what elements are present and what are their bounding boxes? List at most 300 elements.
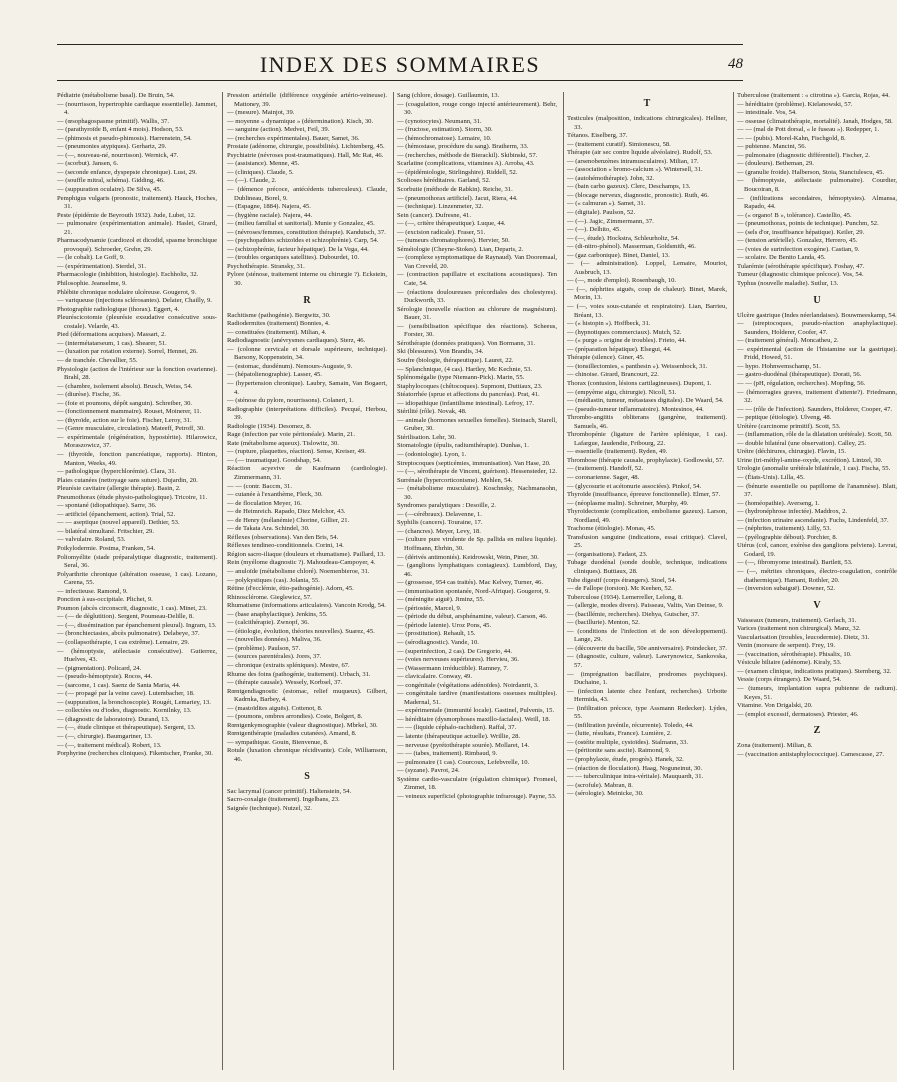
index-entry: Réflexes tendineo-conditionnels. Corini, 14. [227, 542, 344, 550]
index-entry: — (homéopathie). Averseng, 1. [737, 499, 820, 507]
index-entry: — (contraction papillaire et excitations acoustiques). Ten Cate, 54. [397, 271, 557, 288]
index-entry: — (— administration). Loppel, Lemaire, Mouriot, Ausbruch, 13. [567, 260, 727, 276]
index-entry: — (—, dissémination par épanchement pleural). Ingram, 13. [57, 621, 217, 629]
index-entry: — (—). Jagic, Zimmermann, 37. [567, 217, 654, 225]
index-entry: — (rupture, plaquettes, réaction). Sense, Kreiser, 49. [227, 448, 366, 456]
index-entry: — (hydronéphrose infectée). Maddrox, 2. [737, 508, 848, 516]
index-entry: — anuloïde (métabolisme chloré). Noemenbieroe, 31. [227, 567, 370, 575]
section-letter: Z [813, 725, 821, 737]
index-entry: — pulmonaire (1 cas). Courcoux, Lefebvrelle, 10. [397, 758, 530, 766]
index-entry: Réaction acyevive de Kaufmann (cardiologie). Zimmermann, 31. [227, 465, 387, 481]
index-entry: — (problème). Paulson, 57. [227, 644, 301, 652]
index-entry: — infectieuse. Ramond, 9. [57, 587, 128, 595]
index-entry: Rachitisme (pathogénie). Bergwitz, 30. [227, 311, 331, 319]
section-letter: S [304, 770, 310, 782]
index-entry: Tubage duodénal (sonde double, technique, indications cliniques). Buttiaux, 28. [567, 559, 727, 575]
index-entry: — (période du début, arsphénamine, valeur). Carson, 46. [397, 613, 548, 621]
index-entry: — (—). Claude, 2. [227, 177, 277, 185]
index-entry: Rage (infection par voie péritonéale). Marin, 21. [227, 431, 355, 439]
index-entry: — (pseudo-tumeur inflammatoire). Montesinos, 44. [567, 405, 704, 413]
index-entry: — collectées ou d'iodes, diagnostic. Kornilnky, 13. [57, 707, 192, 715]
index-entry: — (hémoptysie, atélectasie consécutive). Gutierrez, Huelves, 43. [57, 647, 217, 664]
index-entry: — nerveuse (pyrétothérapie sourée). Mollaret, 14. [397, 741, 530, 749]
index-entry: — (complexe symptomatique de Raynaud). Van Dooremaal, Van Creveld, 20. [397, 254, 557, 270]
index-entry: — (suppuration, la bronchoscopie). Rougét, Lemariey, 13. [57, 698, 211, 706]
index-entry: — de floculation Meyer, 16. [227, 499, 302, 507]
index-entry: Système cardio-vasculaire (régulation chimique). Fromeel, Zimmet, 18. [397, 775, 557, 792]
index-entry: Scorbutie (méthode de Rabkin). Reiche, 31. [397, 186, 513, 194]
index-entry: Thrombo-angiitis obliterans (gangrène, traitement). Samuels, 46. [567, 414, 727, 430]
index-entry: Prostate (adénome, chirurgie, possibilités). Lichtenberg, 45. [227, 143, 385, 151]
index-entry: — (conditions de l'infection et de son développement). Lange, 29. [567, 627, 727, 644]
index-entry: Scolioses héréditaires. Garland, 52. [397, 177, 491, 185]
index-entry: — (pyélographie débout). Porchier, 8. [737, 533, 838, 541]
index-entry: — (base anaphylactique). Jenkins, 55. [227, 610, 328, 618]
index-entry: — (« calmuran »). Samet, 31. [567, 200, 646, 208]
index-entry: — (technique). Linzenmeier, 32. [397, 203, 484, 211]
index-entry: Thyroïde (insuffisance, épreuve fonctionnelle). Elmer, 57. [567, 491, 721, 499]
index-entry: — (fonctionnement mammaire). Rouset, Moinerer, 11. [57, 408, 202, 416]
index-entry: Transfusion sanguine (indications, essai critique). Clavel, 25. [567, 533, 727, 550]
index-entry: Rhume des foins (pathogénie, traitement). Urbach, 31. [227, 670, 371, 678]
index-entry: — — aseptique (nouvel appareil). Dethier, 53. [57, 519, 180, 527]
index-entry: — pubienne. Mancini, 56. [737, 143, 807, 151]
index-entry: — (voies nerveuses supérieures). Hervieu, 36. [397, 656, 519, 664]
index-entry: Région sacro-iliaque (douleurs et rhumatisme). Paillard, 13. [227, 550, 386, 558]
index-entry: — (découverte du bacille, 50e anniversaire). Poindecker, 37. [567, 644, 727, 652]
index-entry: Psychothérapie. Stransky, 31. [227, 262, 305, 270]
index-entry: Syphilis (cancers). Touraine, 17. [397, 519, 483, 527]
index-entry: — de Henry (mélanémie) Chorine, Gillier, 21. [227, 516, 350, 524]
index-entry: — (intermétatarseum, 1 cas). Shearer, 51. [57, 339, 167, 347]
index-entry: — (démence précoce, antécédents tuberculeux). Claude, Dublineau, Borel, 9. [227, 186, 387, 202]
index-entry: — (luxation par rotation externe). Sorrel, Hennet, 26. [57, 348, 198, 356]
index-entry: — (schizophrénie, facteur hépatique). De la Vega, 44. [227, 245, 369, 253]
index-entry: — (—, sérothérapie de Vincent, guérison). Hessensteder, 12. [397, 468, 557, 476]
index-entry: — (sténose du pylore, nourrissons). Colaneri, 1. [227, 397, 354, 405]
index-entry: — (hypertension chronique). Laubry, Samain, Van Bogaert, 4. [227, 379, 387, 396]
index-entry: Sérologie (nouvelle réaction au chlorure de magnésium). Bauer, 31. [397, 305, 557, 322]
index-entry: — (mesure). Mainjot, 39. [227, 109, 295, 117]
index-entry: Ponction à sus-occipitale. Plichet, 9. [57, 596, 153, 604]
index-entry: Rhumatisme (informations articulaires). Vancoin Krodg, 54. [227, 602, 386, 610]
index-entry: — (bain carbo gazeux). Clerc, Deschamps, 13. [567, 183, 691, 191]
index-entry: Pied (déformations acquises). Massart, 2. [57, 331, 166, 339]
index-entry: Utérus (col, cancer, exérèse des ganglions pelviens). Levrat, Godard, 19. [737, 542, 897, 558]
index-entry: Tétanos. Eiselberg, 37. [567, 132, 628, 140]
index-entry: Pression artérielle (différence oxygénée artério-veineuse). Mattoney, 39. [227, 92, 387, 108]
index-entry: — héréditaire (dysmorphoses maxillo-faciales). Weill, 18. [397, 715, 551, 723]
index-entry: — congénitale tardive (manifestations osseuses multiples). Madernal, 51. [397, 690, 557, 706]
index-entry: Staphylocoques (chêtocoques). Supmont, Duttiaux, 23. [397, 382, 543, 390]
index-entry: — (odontologie). Lyon, 1. [397, 450, 467, 458]
index-entry: — sympathique. Gouin, Bienvenue, 8. [227, 738, 329, 746]
index-entry: — (traitement curatif). Simionescu, 58. [567, 140, 671, 148]
index-entry: — (traitement). Handoff, 52. [567, 465, 644, 473]
index-entry: — cutanée à l'exanthème, Fleck, 30. [227, 491, 323, 499]
index-entry: — (recherches expérimentales). Bauer, Samet, 36. [227, 134, 360, 142]
index-entry: Thrombopénie (ligature de l'artère splénique, 1 cas). Lafargue, Jaudendie, Fribourg, 22. [567, 431, 727, 447]
index-entry: — (« organo! B », tolérance). Castellio, 45. [737, 211, 852, 219]
index-entry: Sein (cancer). Dufresne, 41. [397, 211, 471, 219]
index-entry: — (streptocoques, pseudo-réaction anaphylactique). Saunders, Holderer, Coofer, 47. [737, 320, 897, 336]
index-entry: — (immunisation spontanée, Nord-Afrique). Gougerot, 9. [397, 587, 550, 595]
index-entry: Trachome (étiologie). Monas, 45. [567, 525, 656, 533]
index-entry: Séméiologie (Cheyne-Stokes). Lian, Deparis, 2. [397, 245, 524, 253]
index-entry: — (bénurie essentielle ou papillome de l'anamnèse). Blatt, 37. [737, 482, 897, 499]
index-entry: — (cynotocytes). Neumann, 31. [397, 117, 482, 125]
index-entry: — (douleurs). Betheman, 29. [737, 160, 814, 168]
index-entry: Sacro-coxalgie (traitement). Ingelbans, 23. [227, 796, 340, 804]
index-entry: Rœntgenthérapie (maladies cutanées). Amand, 8. [227, 730, 357, 738]
index-entry: Pleuréscicotomie (pleurésie exsudative consécutive sous-costale). Velarde, 43. [57, 314, 217, 330]
index-entry: — (néphrites, traitement). Lilly, 53. [737, 525, 832, 533]
index-entry: Psychiatrie (névroses post-traumatiques). Hall, Mc Rat, 46. [227, 151, 384, 159]
index-entry: — constituées (traitement). Milian, 4. [227, 328, 327, 336]
index-entry: — (syzane). Pavrot, 24. [397, 767, 460, 775]
top-rule [57, 44, 743, 45]
index-entry: — (sensibilisation spécifique des réactions). Scheeus, Forster, 30. [397, 322, 557, 339]
index-column-5 [737, 92, 897, 1072]
index-entry: Vaisseaux (tumeurs, traitement). Gerlach, 31. [737, 616, 857, 624]
index-entry: — spontané (idiopathique). Sarre, 36. [57, 502, 157, 510]
index-entry: — (Espagne, 1884). Najera, 45. [227, 203, 311, 211]
index-entry: — congénitale (végétations adénoïdes). Noirdanrit, 3. [397, 681, 539, 689]
index-entry: — (troubles organiques satellites). Dubourdet, 10. [227, 254, 360, 262]
index-entry: — (préparation hépatique). Elsegui, 44. [567, 345, 672, 353]
index-entry: — valvulaire. Roland, 53. [57, 536, 126, 544]
index-entry: — (grossesse, 954 cas traités). Mac Kelvey, Turner, 46. [397, 579, 543, 587]
index-entry: Scarlatine (complications, vitamines A). Arroba, 43. [397, 160, 535, 168]
index-entry: — — tuberculinique intra-véritale). Mauquardt, 31. [567, 773, 704, 781]
index-entry: Rhinosclérome. Gieglewicz, 57. [227, 593, 312, 601]
index-entry: — double bilatéral (une observation). Calley, 25. [737, 439, 867, 447]
index-entry: — (imprégnation bacillaire, prodromes psychiques). Duchaine, 1. [567, 670, 727, 687]
index-entry: — — (tabes, traitement). Rimbaud, 9. [397, 750, 498, 758]
index-entry: — — (mal de Pott dorsal, « le fuseau »). Redepper, 1. [737, 126, 880, 134]
index-entry: — (arsenobenzènes intramusculaires). Milian, 17. [567, 157, 699, 165]
index-entry: Sérothérapie (données pratiques). Von Bormann, 31. [397, 339, 536, 347]
index-entry: — animale (hormones sexuelles femelles). Steinach, Starell, Gruber, 30. [397, 416, 557, 433]
index-entry: — (inversion subaiguë). Downer, 52. [737, 585, 836, 593]
index-entry: — veineux superficiel (photographie infrarouge). Payne, 53. [397, 792, 557, 800]
index-entry: Polyarthrite chronique (altération osseuse, 1 cas). Lozano, Carena, 55. [57, 570, 217, 587]
index-entry: — (excision radicale). Fraser, 51. [397, 228, 486, 236]
index-entry: Pharmacologie (inhibition, histologie). Eschholtz, 32. [57, 271, 199, 279]
index-entry: — (phimosis et pseudo-phimosis). Harrenstein, 54. [57, 134, 192, 142]
index-entry: — (nouvelles données). Maliva, 36. [227, 636, 322, 644]
index-entry: — (foie et poumons, dépôt sanguin). Schreiber, 30. [57, 399, 193, 407]
index-entry: Pemphigus vulgaris (pronostic, traitement). Hauck, Hoches, 31. [57, 194, 217, 211]
index-entry: — (réactions douloureuses précordiales des cholestyres). Duckworth, 33. [397, 288, 557, 305]
index-entry: — (blocage nerveux, diagnostic, pronostic). Ruth, 46. [567, 191, 709, 199]
index-entry: — de tranchée. Chevallier, 55. [57, 356, 138, 364]
index-entry: — (dérivés antimoniés). Keidrowski, Wein, Piner, 30. [397, 553, 539, 561]
index-entry: — (empyème aigu, chirurgie). Nicoll, 51. [567, 388, 677, 396]
index-entry: — (di-nitro-phénol). Masserman, Goldsmith, 46. [567, 243, 696, 251]
index-entry: — (sources parentérales). Jores, 37. [227, 653, 322, 661]
index-entry: — (—). Delhito, 45. [567, 226, 621, 234]
index-entry: — (—, étude). Hockstra, Schleurholtz, 54. [567, 234, 680, 242]
index-entry: Thrombose (thérapie causale, prophylaxie). Godlowski, 57. [567, 456, 724, 464]
section-letter: R [303, 294, 311, 306]
index-entry: — (lutte, résultats, France). Lumière, 2. [567, 730, 672, 738]
index-entry: — (chambre, isolement absolu). Brusch, Weiss, 54. [57, 382, 193, 390]
page-title: INDEX DES SOMMAIRES [259, 52, 541, 77]
index-entry: — (seconde enfance, dyspepsie chronique). Lust, 29. [57, 168, 197, 176]
index-entry: — (périostée, Marcel, 9. [397, 604, 462, 612]
index-entry: — (prophylaxie, étude, progrès). Hanek, 32. [567, 756, 684, 764]
index-entry: — (infiltration précoce, type Assmann Redecker). Lýdes, 55. [567, 704, 727, 721]
column-divider [563, 92, 564, 1070]
index-entry: Stomatologie (épulis, radiumthérapie). Dunhas, 1. [397, 442, 529, 450]
index-entry: Urologie (anomalie urétérale bilatérale, 1 cas). Fischa, 55. [737, 465, 891, 473]
index-entry: Saignée (technique). Nutzel, 32. [227, 804, 312, 812]
index-column-3 [397, 92, 557, 1072]
index-entry: — (—, critère thérapeutique). Luque, 44. [397, 220, 506, 228]
index-entry: — (tumeurs chromatophores). Hervier, 50. [397, 237, 510, 245]
index-entry: Tuberculose (1934). Lemerreller, Lelong, 8. [567, 593, 683, 601]
index-entry: — (—, fibromyome intestinal). Bartlett, 53. [737, 559, 853, 567]
index-entry: Stérilité (rôle). Novak, 48. [397, 408, 467, 416]
index-entry: — (collapsothérapie, 1 cas extrême). Lemaire, 29. [57, 639, 190, 646]
index-entry: — gastro-duodénal (thérapeutique). Dorati, 56. [737, 371, 862, 379]
index-entry: — de Heimreich. Rapado, Diez Melchor, 43. [227, 508, 346, 516]
index-entry: — (hémorragies graves, traitement d'attente?). Friedmann, 32. [737, 388, 897, 405]
index-entry: Philosophie. Jeanselme, 9. [57, 280, 127, 288]
index-entry: Pylore (sténose, traitement interne ou chirurgie ?). Eckstein, 30. [227, 271, 387, 288]
index-entry: — (pneumothorax, points de technique). Punchm, 52. [737, 220, 879, 228]
index-entry: — (œsophagospasme primitif). Wallis, 37. [57, 117, 169, 125]
index-entry: — (association « bromo-calcium »). Wintersell, 31. [567, 166, 703, 174]
index-entry: — (thyroïde, fonction pancréatique, rapports). Hinton, Manton, Weeks, 49. [57, 450, 217, 467]
index-entry: — (sels d'or, insuffisance hépatique). Keiler, 29. [737, 228, 865, 236]
index-columns [57, 92, 897, 1074]
index-entry: Poikylodermie. Postma, Franken, 54. [57, 544, 155, 552]
index-entry: — expérimentale (immunité locale). Gastinel, Pulvenis, 15. [397, 707, 555, 715]
index-entry: — (scorbut). Jansen, 6. [57, 160, 119, 168]
index-entry: — (pneumothorax artificiel). Jacut, Riera, 44. [397, 194, 518, 202]
index-entry: — (fructose, estimation). Storm, 30. [397, 126, 493, 134]
index-entry: — (États-Unis). Lilla, 45. [737, 473, 805, 481]
index-entry: Pneumothorax (étude physio-pathologique). Tricoire, 11. [57, 493, 208, 501]
index-entry: Rœntgendiagnostic (estomac, relief muqueux). Gilbert, Kadrnka, Barbey, 4. [227, 687, 387, 704]
index-entry: — (cliniques). Claude, 5. [227, 168, 294, 176]
index-entry: — osseuse (climatothérapie, mortalité). Janah, Hodges, 58. [737, 117, 893, 125]
index-entry: — (diagnostic, culture, valeur). Lawrynowicz, Sankovska, 57. [567, 653, 727, 669]
index-entry: Surrénale (hypercorticonisme). Mehlen, 54. [397, 476, 513, 484]
index-entry: — (inflammation, rôle de la dilatation urétérale). Scott, 50. [737, 431, 893, 439]
index-entry: — (calcithérapie). Zwnopf, 36. [227, 619, 310, 627]
index-entry: — (tumeurs, implantation supra pubienne de radium). Keyes, 51. [737, 685, 897, 701]
index-entry: Vessie (corps étrangers). De Waard, 54. [737, 676, 842, 684]
index-column-4 [567, 92, 727, 1072]
index-entry: — (hépatolienographie). Lasser, 45. [227, 371, 322, 379]
index-entry: — (glycosurie et acétonurie associées). Pinkof, 54. [567, 482, 702, 490]
index-entry: — (bacillémie, recherches). Diehya, Gutscher, 37. [567, 610, 700, 618]
index-entry: — (recherches, méthode de Bierackil). Skibinski, 57. [397, 151, 538, 159]
index-entry: — chinoise. Girard, Brancourt, 22. [567, 371, 659, 379]
index-entry: — (poumons, ombres arrondies). Coste, Bolgert, 8. [227, 713, 363, 721]
index-entry: — clavicalaire. Conway, 49. [397, 673, 473, 681]
index-entry: Pédiatrie (métabolisme basal). De Bruin, 54. [57, 92, 175, 99]
index-entry: Tularémie (sérothérapie spécifique). Foshay, 47. [737, 262, 865, 270]
index-entry: — (—, étude clinique et thérapeutique). Sergent, 13. [57, 724, 196, 732]
index-entry: — pulmonaire (diagnostic différentiel). Fischer, 2. [737, 151, 870, 159]
index-entry: — — (contr. Baccm, 31. [227, 482, 293, 490]
index-entry: Rein (myélome diagnostic ?). Mahoudeau-Campoyer, 4. [227, 559, 376, 567]
index-entry: — (— de déglutition). Sergent, Poumeau-Delille, 8. [57, 613, 194, 621]
index-entry: — (thérapie causale). Wessely, Korbsel, 37. [227, 679, 343, 687]
index-entry: Venin (morsure de serpent). Frey, 19. [737, 642, 836, 650]
index-entry: Vitamine. Von Drigalski, 20. [737, 702, 813, 710]
index-entry: Pharmacodynamie (cardiozol et dicodid, spasme bronchique provoqué). Schroeder, Grehn, 29. [57, 237, 217, 253]
index-entry: — (chancres). Meyer, Levy, 18. [397, 527, 481, 535]
index-entry: Sac lacrymal (cancer primitif). Haltenstein, 54. [227, 787, 352, 795]
index-entry: — (suppuration oculaire). De Silva, 45. [57, 186, 162, 194]
index-entry: — (thyroïde, action sur le foie). Fischer, Leroy, 31. [57, 416, 192, 424]
index-entry: — (digitale). Paulson, 52. [567, 209, 636, 217]
index-entry: — (—, mode d'emploi). Rosenbaugh, 10. [567, 277, 677, 285]
index-entry: Zona (traitement). Milian, 8. [737, 742, 813, 750]
index-entry: — (péritonite sans ascite). Raimond, 9. [567, 747, 671, 755]
index-entry: — (« purge » origine de troubles). Frieto, 44. [567, 337, 687, 345]
index-entry: — (autohémothérapie). John, 32. [567, 174, 655, 182]
index-entry: Ski (blessures). Von Brandis, 34. [397, 348, 484, 356]
index-entry: — (hygiène raciale). Najera, 44. [227, 211, 313, 219]
index-entry: Réflexes (observations). Van den Bris, 54. [227, 533, 339, 541]
index-entry: Splénomégalie (type Niemann-Pick). Marin, 55. [397, 374, 525, 382]
index-entry: — variqueuse (injections sclérosantes). Delater, Chailly, 9. [57, 297, 212, 305]
index-entry: — scolaire. De Benito Landa, 45. [737, 254, 826, 262]
index-entry: — chronique (extraits spléniques). Mestre, 67. [227, 662, 350, 669]
index-entry: — (estomac, duodénum). Nemours-Auguste, 9. [227, 362, 353, 370]
index-entry: — (tonsillectomies, « panthesin »). Weissenbock, 31. [567, 362, 708, 370]
index-entry: — (voies de surinfection exogène). Castian, 9. [737, 245, 860, 253]
index-entry: — (psychopathies schizoïdes et schizophrénie). Carp, 54. [227, 237, 379, 245]
index-entry: — (infection latente chez l'enfant, recherches). Urbotte Hermida, 43. [567, 687, 727, 704]
page-header [57, 52, 743, 78]
index-entry: — (vaccination, sérothérapie). Phisalix, 10. [737, 650, 852, 658]
index-entry: — (ganglions lymphatiques contagieux). Lumbford, Day, 46. [397, 562, 557, 578]
index-entry: — (gaz carbonique). Binet, Daniel, 13. [567, 251, 670, 259]
index-entry: — (hémochromatose). Lemaire, 10. [397, 134, 492, 142]
index-entry: — (emploi excessif, dermatoses). Priester, 46. [737, 710, 859, 718]
index-entry: — (période latente). Uroz Pons, 45. [397, 621, 492, 629]
index-entry: — (sérologie). Meinicke, 30. [567, 790, 644, 798]
index-entry: — (diagnostic de laboratoire). Durand, 13. [57, 715, 170, 723]
index-entry: — (étiologie, évolution, théories nouvelles). Suarez, 45. [227, 627, 375, 635]
index-entry: — héréditaire (problème). Kielanowski, 57. [737, 100, 853, 108]
index-entry: Sang (chlore, dosage). Guillaumin, 13. [397, 92, 500, 99]
index-entry: Thyroïdectomie (complication, embolisme gazeux). Larson, Nordland, 49. [567, 508, 727, 524]
index-entry: Poliomyélite (stade préparalytique diagnostic, traitement). Seral, 36. [57, 553, 217, 570]
index-entry: — (névroses/femmes, constitution thérapie). Kandutsch, 37. [227, 228, 386, 236]
index-entry: Varices (traitement non chirurgical). Manz, 32. [737, 625, 861, 633]
index-entry: — (mastoïdites aiguës). Cottenot, 8. [227, 704, 323, 712]
index-entry: Rotule (luxation chronique récidivante). Cole, Williamson, 46. [227, 747, 387, 764]
index-entry: Rétine (d'ecclémie, étio-pathogénie). Adorn, 45. [227, 585, 354, 593]
index-entry: — (bacillurie). Menton, 52. [567, 619, 640, 627]
index-entry: Stérilisation. Lehr, 30. [397, 433, 456, 441]
index-entry: Tuberculose (traitement : « citrotina »). Garcia, Rojas, 44. [737, 92, 890, 99]
index-entry: Vésicule biliaire (adénome). Kiraly, 53. [737, 659, 842, 667]
index-entry: — idiopathique (infantilisme intestinal). Lefroy, 17. [397, 399, 534, 407]
index-entry: — bilatéral simultané. Fritschier, 29. [57, 527, 154, 535]
index-entry: Radiologie (1934). Desomez, 8. [227, 422, 312, 430]
index-entry: — (sarcome, 1 cas). Saenz de Santa Maria, 44. [57, 681, 181, 689]
index-entry: — essentielle (traitement). Ryden, 49. [567, 448, 668, 456]
index-entry: — (prostitution). Rehault, 15. [397, 630, 476, 638]
index-entry: — (ostéite multiple, cystoïdes). Stalmann, 33. [567, 738, 689, 746]
index-entry: Thorax (contusion, lésions cartilagineuses). Dupont, 1. [567, 379, 712, 387]
index-entry: — pathologique (hyperchlorémie). Clara, 31. [57, 468, 177, 476]
index-entry: — (parathyroïde B, enfant 4 mois). Hodson, 53. [57, 126, 184, 134]
index-entry: — (— traumatique). Goodshap, 54. [227, 456, 321, 464]
index-entry: — (pigmentation). Policard, 24. [57, 664, 142, 672]
index-entry: Stéatorrhée (sprue et affections du pancréas). Prat, 41. [397, 391, 540, 399]
section-letter: U [813, 294, 821, 306]
index-entry: — (médiastin, tumeur, métastases digitales). De Waard, 54. [567, 397, 724, 405]
index-entry: Physiologie (action de l'intérieur sur la fonction ovarienne). Brahl, 28. [57, 365, 217, 382]
index-entry: — (scrofule). Mabran, 8. [567, 781, 633, 789]
index-entry: — (—, néphrites aiguës, coup de chaleur). Binet, Marek, Morin, 13. [567, 285, 727, 302]
index-entry: — polykystiques (cas). Jolania, 55. [227, 576, 320, 584]
index-entry: — (—, nouveau-né, nourrisson). Wernick, 47. [57, 151, 179, 159]
index-entry: — (infiltration juvénile, récurrente). Toledo, 44. [567, 721, 694, 729]
index-entry: Photographie radiologique (thorax). Eggert, 4. [57, 305, 180, 313]
index-entry: Radiodermites (traitement) Bonnies, 4. [227, 320, 330, 328]
index-entry: — hypo. Hohnwemschamp, 51. [737, 362, 821, 370]
index-entry: — (allergie, modes divers). Paisseau, Valtis, Van Deinse, 9. [567, 602, 724, 610]
index-entry: — (réaction de floculation). Haag, Noguneinut, 30. [567, 764, 703, 772]
index-entry: — (infection urinaire ascendante). Fuchs, Lindenfeld, 37. [737, 516, 889, 524]
index-entry: — (épidémiologie, Stirlingshire). Riddell, 52. [397, 168, 518, 176]
index-entry: — — (pH, régulation, recherches). Mopfing, 56. [737, 379, 866, 387]
index-entry: — peptique (étiologie). Ulveng, 48. [737, 414, 832, 422]
index-column-2 [227, 92, 387, 1072]
index-entry: — intestinale. Vos, 54. [737, 109, 797, 117]
index-entry: Porphyrine (recherches cliniques). Fikentscher, Franke, 30. [57, 750, 213, 758]
index-entry: — Splanchnique, (4 cas). Hartley, Mc Kechnie, 53. [397, 365, 533, 373]
index-entry: — coronarienne. Sager, 48. [567, 473, 640, 481]
index-entry: Soufre (biologie, thérapeutique). Lauret, 22. [397, 356, 514, 364]
column-divider [393, 92, 394, 1070]
index-entry: Testicules (malposition, indications chirurgicales). Hellner, 33. [567, 115, 727, 131]
index-entry: — (pneumonies atypiques). Gerhartz, 29. [57, 143, 167, 151]
index-entry: Tube digestif (corps étrangers). Stoel, 54. [567, 576, 677, 584]
index-entry: — de Takata Ara. Schindel, 30. [227, 525, 310, 533]
index-entry: Urétre (déchirures, chirurgie). Flavin, 15. [737, 448, 847, 456]
index-entry: — (sérodiagnostic). Vande, 10. [397, 639, 479, 646]
index-entry: — (vaccination antistaphylococcique). Camescasse, 27. [737, 750, 885, 758]
index-entry: — (« histopin »). Hoffbeck, 31. [567, 320, 651, 328]
index-entry: — (coagulation, rouge congo injecté antérieurement). Behr, 30. [397, 100, 557, 117]
index-entry: Peste (épidémie de Beyrouth 1932). Jude, Lubet, 12. [57, 211, 196, 219]
index-entry: — — (pubis). Morel-Kahn, Fischgold, 8. [737, 134, 846, 142]
index-entry: — (milieu familial et sanitorial). Munie y Gonzalez, 45. [227, 220, 375, 228]
header-rule [57, 80, 743, 81]
index-column-1 [57, 92, 217, 1072]
index-entry: — (assistance). Menne, 45. [227, 160, 300, 168]
index-entry: — de Fallope (torsion). Mc Keehen, 52. [567, 585, 673, 593]
index-entry: — expérimental (action de l'histamine sur la gastrique). Fridd, Howed, 51. [737, 345, 897, 362]
index-entry: — (—, chirurgie). Baumgartner, 13. [57, 733, 153, 741]
index-entry: — expérimentale (régénération, hypostérite). Hilarowicz, Moraszowicz, 37. [57, 433, 217, 450]
index-entry: — (— propagé par la veine cave). Lutembacher, 18. [57, 690, 195, 698]
index-entry: Phlébite chronique nodulaire ulcéreuse. Gougerot, 9. [57, 288, 197, 296]
index-entry: — (expérimentation). Sterdel, 31. [57, 262, 146, 270]
